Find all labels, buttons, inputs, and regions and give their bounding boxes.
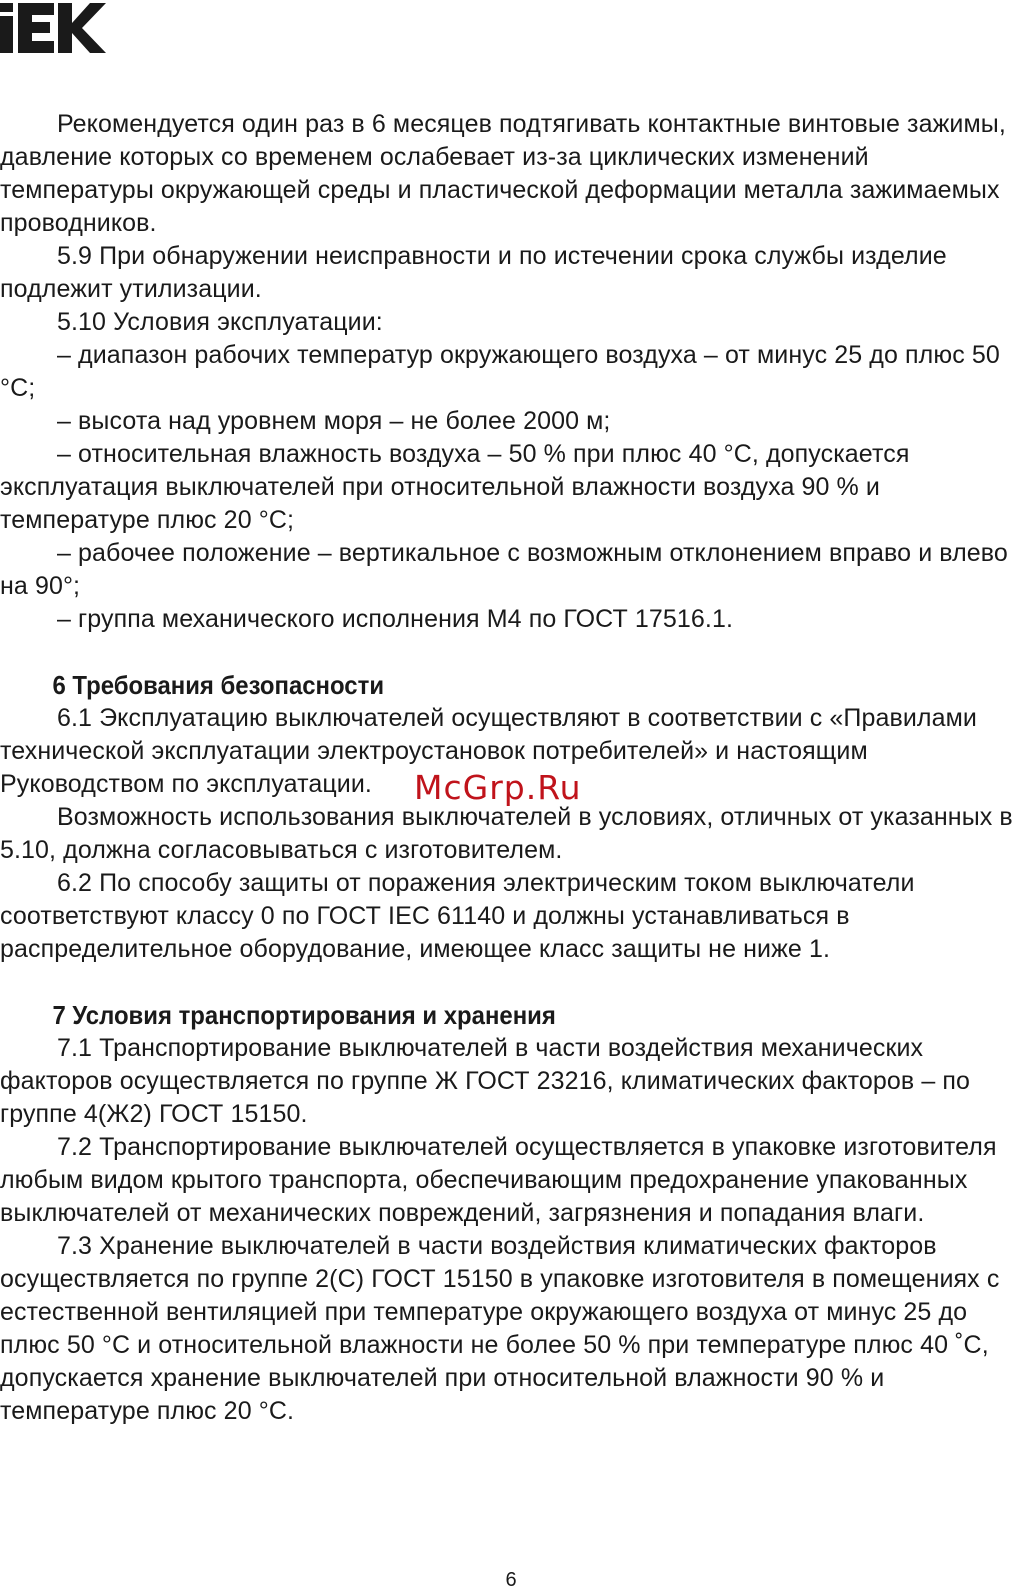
paragraph: – рабочее положение – вертикальное с возможным отклонением вправо и влево на 90°; — [0, 539, 1008, 600]
section-gap — [0, 636, 1022, 669]
paragraph: – группа механического исполнения М4 по ГОСТ 17516.1. — [57, 605, 734, 633]
paragraph: – относительная влажность воздуха – 50 % при плюс 40 °С, допускается эксплуатация выключателей при относительной влажности воздуха 90 % и температуре плюс 20 °С; — [0, 440, 910, 534]
watermark: McGrp.Ru — [414, 768, 582, 807]
paragraph: 6.2 По способу защиты от поражения электрическим током выключатели соответствуют классу 0 по ГОСТ IEC 61140 и должны устанавливаться в распределительное оборудование, имеющее класс защиты не ниже 1. — [0, 869, 915, 963]
paragraph: 6.1 Эксплуатацию выключателей осуществляют в соответствии с «Правилами технической эксплуатации электроустановок потребителей» и настоящим Руководством по эксплуатации. — [0, 704, 977, 798]
paragraph: 7.3 Хранение выключателей в части воздействия климатических факторов осуществляется по группе 2(С) ГОСТ 15150 в упаковке изготовителя в помещениях с естественной вентиляцией при температуре окружающего воздуха от минус 25 до плюс 50 °С и относительной влажности не более 50 % при температуре плюс 40 ˚С, допускается хранение выключателей при относительной влажности 90 % и температуре плюс 20 °С. — [0, 1232, 1000, 1425]
paragraph: 7.2 Транспортирование выключателей осуществляется в упаковке изготовителя любым видом крытого транспорта, обеспечивающим предохранение упакованных выключателей от механических повреждений, загрязнения и попадания влаги. — [0, 1133, 997, 1227]
paragraph: 7.1 Транспортирование выключателей в части воздействия механических факторов осуществляется по группе Ж ГОСТ 23216, климатических факторов – по группе 4(Ж2) ГОСТ 15150. — [0, 1034, 971, 1128]
paragraph: Возможность использования выключателей в условиях, отличных от указанных в 5.10, должна согласовываться с изготовителем. — [0, 803, 1013, 864]
paragraph: – высота над уровнем моря – не более 2000 м; — [57, 407, 611, 435]
section-gap — [0, 966, 1022, 999]
paragraph: 5.10 Условия эксплуатации: — [57, 308, 383, 336]
section-heading: 7 Условия транспортирования и хранения — [52, 1000, 556, 1030]
paragraph: 5.9 При обнаружении неисправности и по истечении срока службы изделие подлежит утилизации. — [0, 242, 947, 303]
iek-logo — [0, 3, 110, 53]
paragraph: Рекомендуется один раз в 6 месяцев подтягивать контактные винтовые зажимы, давление которых со временем ослабевает из-за циклических изменений температуры окружающей среды и пластической деформации металла зажимаемых проводников. — [0, 110, 1006, 237]
section-heading: 6 Требования безопасности — [52, 670, 385, 700]
iek-logo-icon — [0, 3, 108, 53]
paragraph: – диапазон рабочих температур окружающего воздуха – от минус 25 до плюс 50 °С; — [0, 341, 1000, 402]
page-number: 6 — [505, 1569, 517, 1591]
